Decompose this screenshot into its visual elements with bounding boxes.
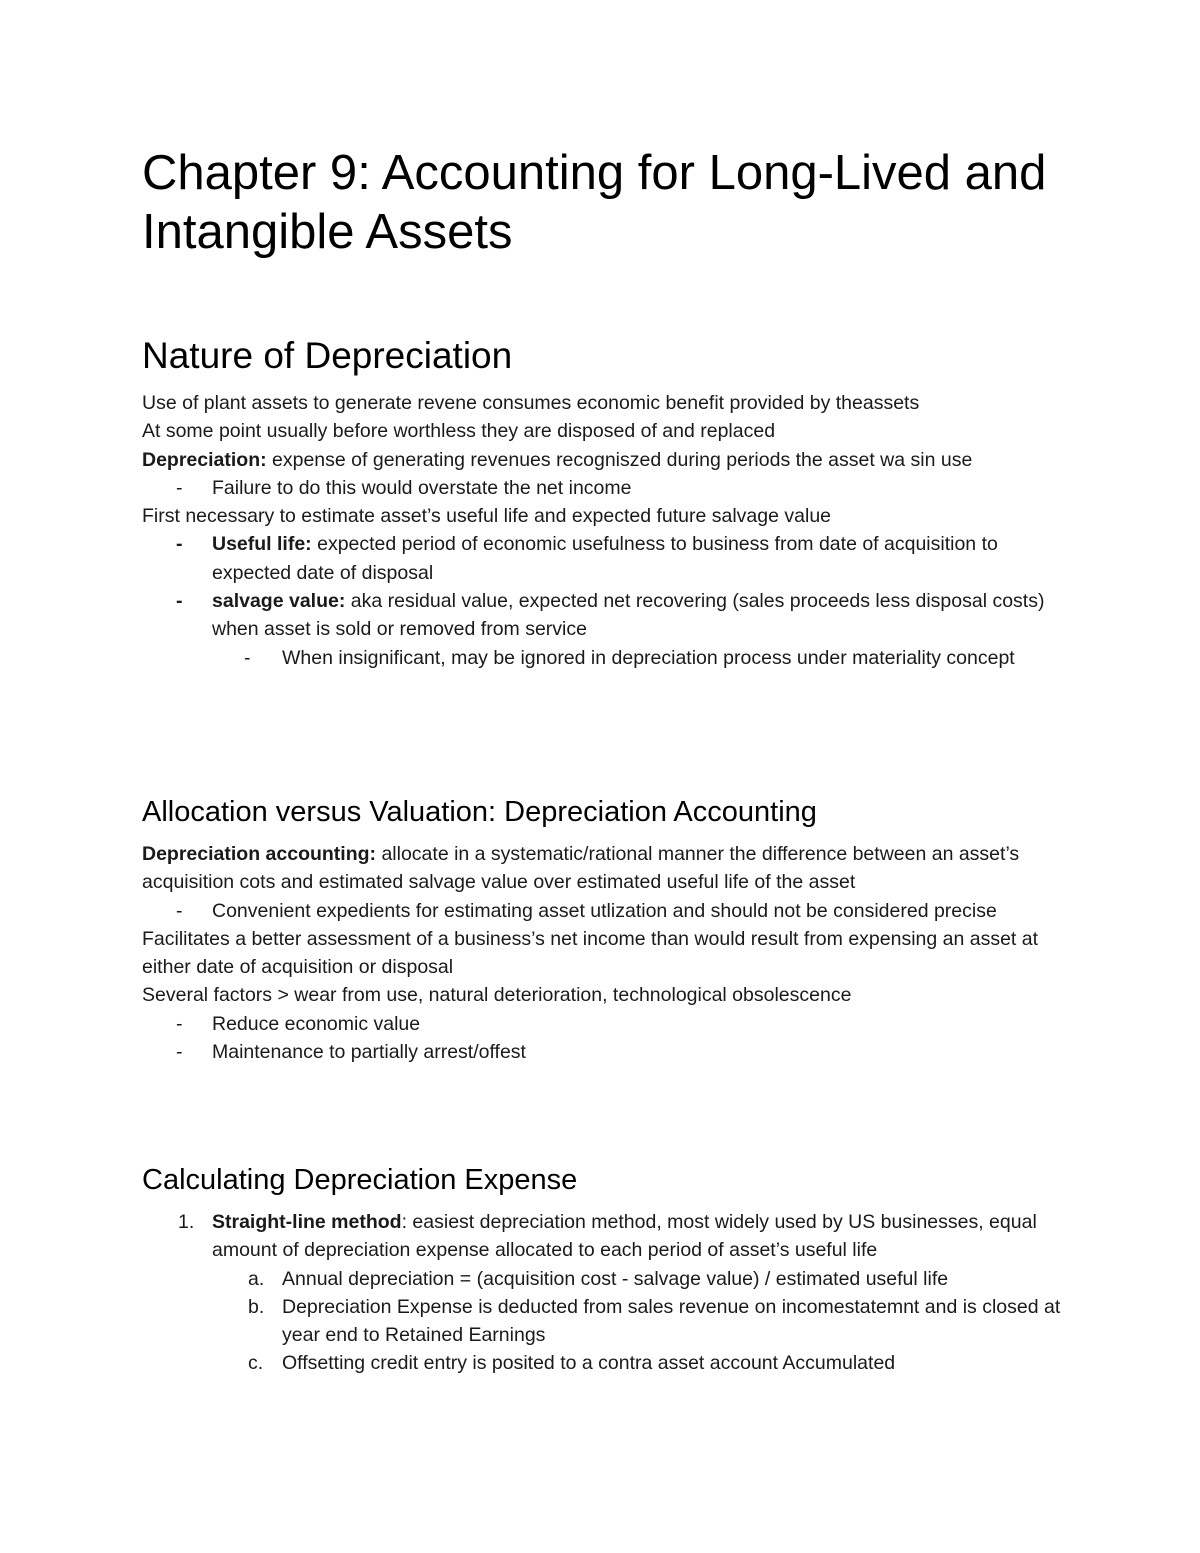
list-item: [142, 530, 1072, 587]
numbered-list-item: [142, 1208, 1072, 1265]
heading-calculating-depreciation-expense: Calculating Depreciation Expense: [142, 1164, 578, 1196]
list-letter: b.: [248, 1295, 265, 1318]
paragraph: Facilitates a better assessment of a business’s net income than would result from expensing an asset at either date of acquisition or disposal: [142, 927, 1039, 979]
list-letter: a.: [248, 1267, 265, 1290]
paragraph: At some point usually before worthless they are disposed of and replaced: [142, 420, 776, 443]
dash-bullet: -: [176, 1041, 183, 1064]
lettered-list-item: [142, 1349, 1072, 1377]
list-number: 1.: [178, 1211, 195, 1233]
dash-bullet: -: [176, 1012, 183, 1035]
list-item: [142, 587, 1072, 644]
term-bold: Useful life:: [212, 533, 312, 556]
definition-text: expense of generating revenues recogniszed during periods the asset wa sin use: [266, 448, 973, 471]
list-item: [142, 897, 1072, 925]
lettered-list-item: [142, 1293, 1072, 1350]
lettered-list-item: [142, 1265, 1072, 1293]
dash-bullet: -: [176, 899, 183, 922]
dash-bullet: -: [244, 646, 251, 669]
document-title: Chapter 9: Accounting for Long-Lived and Intangible Assets: [142, 146, 1047, 259]
paragraph: Use of plant assets to generate revene consumes economic benefit provided by theassets: [142, 392, 920, 414]
dash-bullet: -: [176, 590, 183, 613]
list-item-text: Offsetting credit entry is posited to a contra asset account Accumulated: [282, 1352, 896, 1375]
list-item-text: : easiest depreciation method, most widely used by US businesses, equal amount of depreciation expense allocated to each period of asset’s useful life: [212, 1211, 1037, 1262]
list-item-text: Depreciation Expense is deducted from sales revenue on incomestatemnt and is closed at year end to Retained Earnings: [282, 1295, 1061, 1347]
section-allocation-body: [142, 840, 1072, 1066]
term-bold: salvage value:: [212, 590, 346, 613]
term-bold: Straight-line method: [212, 1211, 402, 1233]
section-nature-body: [142, 389, 1072, 672]
list-letter: c.: [248, 1352, 264, 1375]
list-item: [142, 1010, 1072, 1038]
definition-text: allocate in a systematic/rational manner the difference between an asset’s acquisition cots and estimated salvage value over estimated useful life of the asset: [142, 843, 1020, 894]
paragraph: [142, 840, 1072, 897]
list-item-text: aka residual value, expected net recovering (sales proceeds less disposal costs) when asset is sold or removed from service: [212, 590, 1045, 641]
paragraph: [142, 446, 1072, 474]
list-item-text: When insignificant, may be ignored in depreciation process under materiality concept: [282, 646, 1015, 669]
dash-bullet: -: [176, 533, 183, 556]
term-bold: Depreciation accounting:: [142, 843, 377, 865]
heading-nature-of-depreciation: Nature of Depreciation: [142, 335, 513, 376]
section-calculating-body: [142, 1208, 1072, 1378]
list-item-text: Failure to do this would overstate the net income: [212, 476, 632, 499]
list-item-text: Reduce economic value: [212, 1012, 421, 1035]
paragraph: First necessary to estimate asset’s useful life and expected future salvage value: [142, 505, 832, 528]
dash-bullet: -: [176, 476, 183, 499]
list-item-text: Annual depreciation = (acquisition cost - salvage value) / estimated useful life: [282, 1267, 949, 1290]
paragraph: Several factors > wear from use, natural deterioration, technological obsolescence: [142, 984, 852, 1007]
list-item: [142, 1038, 1072, 1066]
list-item: [142, 474, 1072, 502]
heading-allocation-versus-valuation: Allocation versus Valuation: Depreciation Accounting: [142, 796, 817, 828]
list-item: [142, 644, 1072, 672]
list-item-text: Convenient expedients for estimating asset utlization and should not be considered precise: [212, 899, 997, 922]
list-item-text: expected period of economic usefulness to business from date of acquisition to expected date of disposal: [212, 533, 998, 584]
list-item-text: Maintenance to partially arrest/offest: [212, 1041, 526, 1064]
term-bold: Depreciation:: [142, 448, 267, 471]
